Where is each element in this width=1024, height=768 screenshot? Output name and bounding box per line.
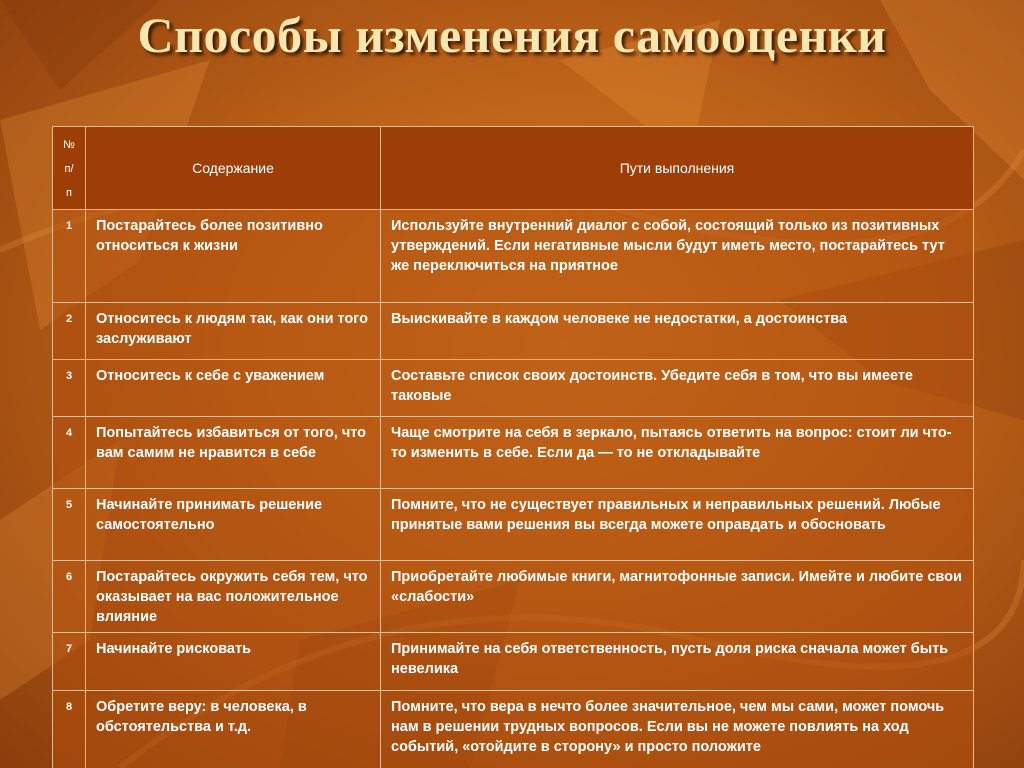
row-ways: Помните, что вера в нечто более значительное, чем мы сами, может помочь нам в решении трудных вопросов. Если вы не можете повлиять на ход событий, «отойдите в сторону» и просто положите [381,691,974,768]
content-column-header: Содержание [86,127,381,210]
table-row [53,210,974,303]
row-number: 5 [53,489,86,561]
row-number: 7 [53,633,86,691]
row-ways: Выискивайте в каждом человеке не недостатки, а достоинства [381,303,974,360]
page-title: Способы изменения самооценки [137,7,887,63]
row-number: 4 [53,417,86,489]
row-content: Постарайтесь более позитивно относиться к жизни [86,210,381,303]
row-ways: Принимайте на себя ответственность, пусть доля риска сначала может быть невелика [381,633,974,691]
table-row [53,417,974,489]
table-row [53,360,974,417]
table-row [53,633,974,691]
row-ways: Чаще смотрите на себя в зеркало, пытаясь ответить на вопрос: стоит ли что-то изменить в себе. Если да — то не откладывайте [381,417,974,489]
table-row [53,303,974,360]
row-content: Относитесь к себе с уважением [86,360,381,417]
row-content: Обретите веру: в человека, в обстоятельства и т.д. [86,691,381,768]
ways-column-header: Пути выполнения [381,127,974,210]
methods-table [52,126,974,768]
table-row [53,489,974,561]
row-content: Попытайтесь избавиться от того, что вам самим не нравится в себе [86,417,381,489]
number-column-header [53,127,86,210]
row-ways: Составьте список своих достоинств. Убедите себя в том, что вы имеете таковые [381,360,974,417]
number-header-line2: п/ [64,163,74,175]
row-content: Относитесь к людям так, как они того заслуживают [86,303,381,360]
row-number: 6 [53,561,86,633]
row-ways: Помните, что не существует правильных и неправильных решений. Любые принятые вами решения вы всегда можете оправдать и обосновать [381,489,974,561]
row-number: 3 [53,360,86,417]
row-number: 2 [53,303,86,360]
table-row [53,691,974,768]
row-content: Начинайте рисковать [86,633,381,691]
number-header-line3: п [66,187,72,199]
table-row [53,561,974,633]
row-number: 1 [53,210,86,303]
row-number: 8 [53,691,86,768]
row-ways: Используйте внутренний диалог с собой, состоящий только из позитивных утверждений. Если негативные мысли будут иметь место, постарайтесь тут же переключиться на приятное [381,210,974,303]
row-content: Постарайтесь окружить себя тем, что оказывает на вас положительное влияние [86,561,381,633]
number-header-line1: № [63,139,75,151]
row-ways: Приобретайте любимые книги, магнитофонные записи. Имейте и любите свои «слабости» [381,561,974,633]
table-header-row [53,127,974,210]
row-content: Начинайте принимать решение самостоятельно [86,489,381,561]
